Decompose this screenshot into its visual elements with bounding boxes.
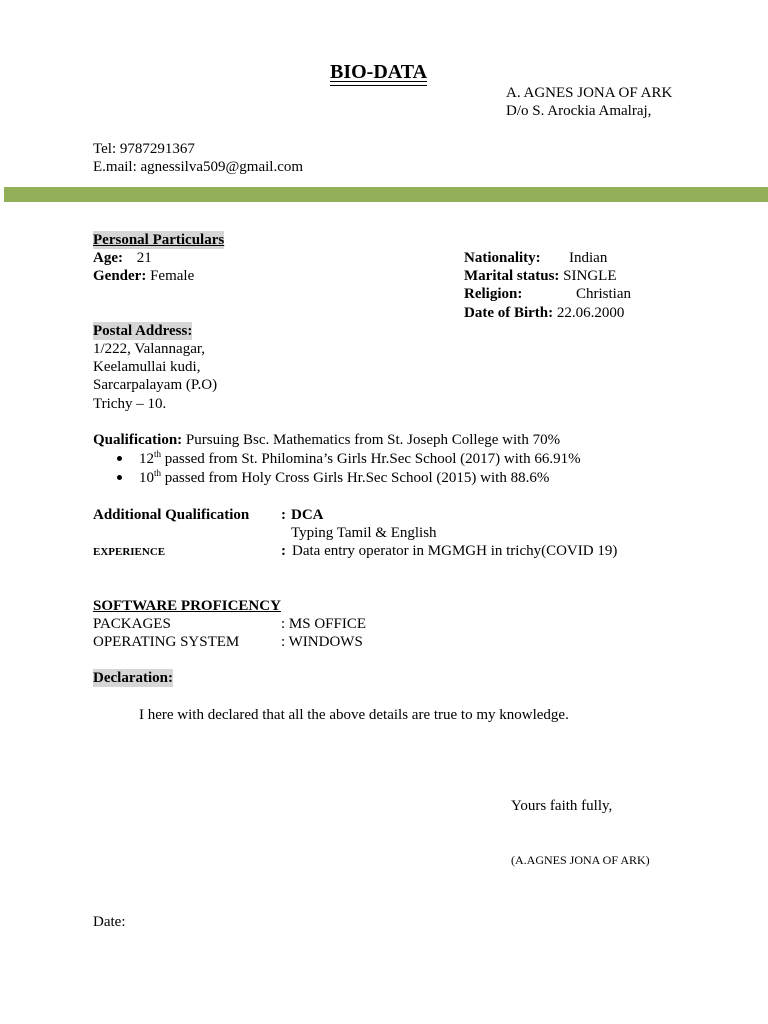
religion-value: Christian xyxy=(576,286,631,302)
age-label: Age: xyxy=(93,250,123,266)
address-line: Keelamullai kudi, xyxy=(93,359,201,375)
phone-label: Tel: xyxy=(93,141,117,157)
bullet-icon xyxy=(117,475,122,480)
address-line: Trichy – 10. xyxy=(93,396,167,412)
age-value: 21 xyxy=(136,250,152,266)
packages-label: PACKAGES xyxy=(93,616,171,632)
dob-row xyxy=(464,304,624,322)
personal-heading: Personal Particulars xyxy=(93,232,225,248)
nationality-value: Indian xyxy=(569,250,608,266)
email-address[interactable]: agnessilva509@gmail.com xyxy=(140,159,304,175)
qualification-item: 12th passed from St. Philomina’s Girls Hr.Sec School (2017) with 66.91% xyxy=(139,449,581,467)
software-heading: SOFTWARE PROFICENCY xyxy=(93,598,281,614)
qualification-label: Qualification: xyxy=(93,432,183,448)
marital-row xyxy=(464,267,616,285)
experience-label: EXPERIENCE xyxy=(93,546,166,558)
bullet-icon xyxy=(117,456,122,461)
declaration-text: I here with declared that all the above details are true to my knowledge. xyxy=(139,707,569,723)
closing-text: Yours faith fully, xyxy=(511,798,613,814)
address-line: Sarcarpalayam (P.O) xyxy=(93,377,218,393)
page-title: BIO-DATA xyxy=(330,60,427,86)
dob-label: Date of Birth: xyxy=(464,305,554,321)
applicant-name: A. AGNES JONA OF ARK xyxy=(506,85,673,101)
religion-label: Religion: xyxy=(464,286,523,302)
date-label: Date: xyxy=(93,914,126,930)
email-line xyxy=(93,158,303,176)
phone-number: 9787291367 xyxy=(119,141,195,157)
experience-colon: : xyxy=(281,543,286,559)
marital-value: SINGLE xyxy=(563,268,617,284)
additional-value: DCA xyxy=(291,507,324,523)
marital-label: Marital status: xyxy=(464,268,560,284)
email-label: E.mail: xyxy=(93,159,137,175)
phone-line xyxy=(93,140,195,158)
declaration-heading: Declaration: xyxy=(93,670,173,686)
gender-row xyxy=(93,267,194,285)
signature-name: (A.AGNES JONA OF ARK) xyxy=(511,853,650,867)
additional-label: Additional Qualification xyxy=(93,507,250,523)
qualification-row xyxy=(93,431,560,449)
header-divider-bar xyxy=(4,187,768,202)
qualification-item: 10th passed from Holy Cross Girls Hr.Sec School (2015) with 88.6% xyxy=(139,468,550,486)
applicant-parent: D/o S. Arockia Amalraj, xyxy=(506,103,652,119)
os-value: : WINDOWS xyxy=(281,634,363,650)
experience-value: Data entry operator in MGMGH in trichy(COVID 19) xyxy=(292,543,618,559)
nationality-label: Nationality: xyxy=(464,250,541,266)
os-label: OPERATING SYSTEM xyxy=(93,634,240,650)
qualification-text: Pursuing Bsc. Mathematics from St. Joseph College with 70% xyxy=(185,432,561,448)
age-row xyxy=(93,249,152,267)
packages-value: : MS OFFICE xyxy=(281,616,367,632)
additional-colon: : xyxy=(281,507,286,523)
gender-value: Female xyxy=(150,268,195,284)
dob-value: 22.06.2000 xyxy=(556,305,625,321)
address-line: 1/222, Valannagar, xyxy=(93,341,206,357)
address-heading: Postal Address: xyxy=(93,323,193,339)
additional-value-2: Typing Tamil & English xyxy=(291,525,437,541)
gender-label: Gender: xyxy=(93,268,147,284)
